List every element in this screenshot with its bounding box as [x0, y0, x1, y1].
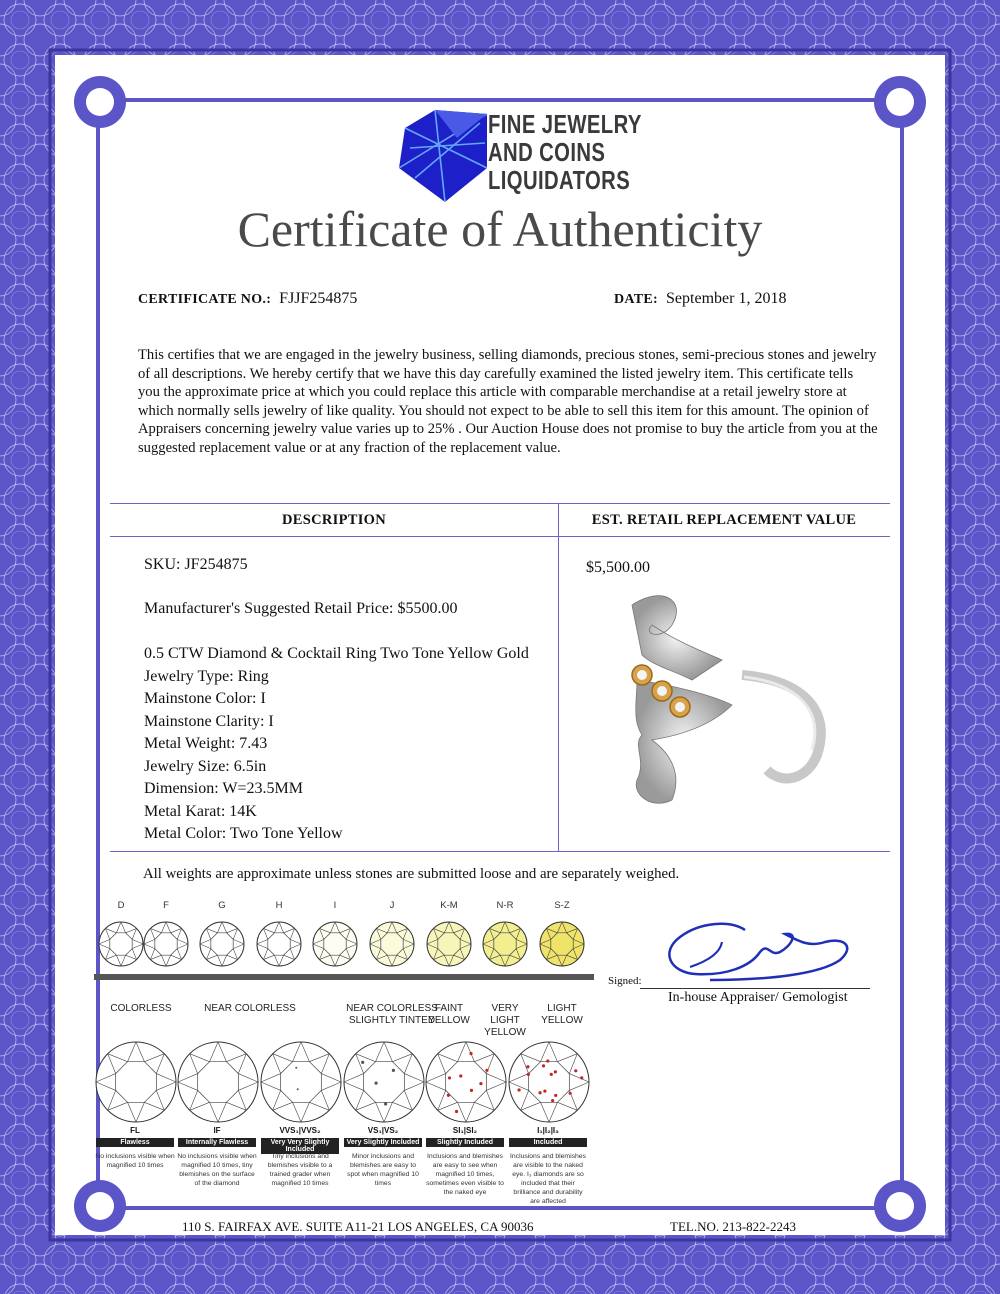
certificate-number-value: FJJF254875	[279, 290, 358, 307]
metal-karat: Metal Karat: 14K	[144, 802, 257, 820]
date-label: DATE:	[614, 292, 659, 307]
sku: SKU: JF254875	[144, 556, 248, 573]
clarity-description: Tiny inclusions and blemishes visible to a trained grader when magnified 10 times	[267, 1153, 333, 1187]
color-category-line1: NEAR COLORLESS	[204, 1003, 296, 1014]
metal-weight: Metal Weight: 7.43	[144, 735, 268, 752]
jewelry-type: Jewelry Type: Ring	[144, 667, 269, 685]
company-name-line1: FINE JEWELRY	[488, 109, 642, 139]
clarity-code: I₁|I₂|I₃	[537, 1126, 559, 1135]
ring-photo	[592, 585, 862, 820]
clarity-name: Slightly Included	[426, 1138, 504, 1147]
clarity-description: Minor inclusions and blemishes are easy to spot when magnified 10 times	[347, 1153, 419, 1187]
color-category	[91, 1003, 191, 1015]
color-grade-gem	[483, 922, 527, 966]
clarity-code: VVS₁|VVS₂	[279, 1126, 321, 1135]
color-category-line1: COLORLESS	[110, 1003, 172, 1014]
description-header: DESCRIPTION	[281, 512, 386, 528]
color-grade-gem	[313, 922, 357, 966]
appraiser-title: In-house Appraiser/ Gemologist	[668, 990, 848, 1005]
item-title: 0.5 CTW Diamond & Cocktail Ring Two Tone Yellow Gold	[144, 645, 529, 662]
color-grade-label: H	[275, 900, 283, 911]
color-grade-label: S-Z	[554, 900, 570, 911]
clarity-grade-gem	[261, 1042, 341, 1122]
color-grade-gem	[540, 922, 584, 966]
weights-note: All weights are approximate unless stones are submitted loose and are separately weighed.	[143, 866, 680, 882]
clarity-description: Inclusions and blemishes are easy to see when magnified 10 times, sometimes even visible to the naked eye	[426, 1153, 504, 1196]
jewelry-size: Jewelry Size: 6.5in	[144, 757, 267, 775]
color-category-line2: YELLOW	[484, 1027, 526, 1038]
certificate-number-label: CERTIFICATE NO.:	[138, 292, 272, 307]
color-category	[190, 1003, 310, 1015]
metal-color: Metal Color: Two Tone Yellow	[144, 825, 343, 842]
color-scale	[94, 918, 594, 982]
msrp: Manufacturer's Suggested Retail Price: $5500.00	[144, 600, 458, 617]
clarity-grade-gem	[426, 1042, 506, 1122]
color-category-line1: VERY LIGHT	[490, 1003, 520, 1026]
clarity-name: Included	[509, 1138, 587, 1147]
clarity-description: Inclusions and blemishes are visible to the naked eye. I₃ diamonds are so included that their brilliance and durability are affected	[510, 1153, 586, 1205]
color-category-line1: LIGHT	[547, 1003, 577, 1014]
clarity-name: Internally Flawless	[178, 1138, 256, 1147]
clarity-code: SI₁|SI₂	[452, 1126, 478, 1135]
color-grade-label: G	[218, 900, 226, 911]
dimension: Dimension: W=23.5MM	[144, 780, 303, 797]
clarity-grade-gem	[509, 1042, 589, 1122]
value-header: EST. RETAIL REPLACEMENT VALUE	[591, 512, 857, 528]
clarity-description: No inclusions visible when magnified 10 times, tiny blemishes on the surface of the diamond	[177, 1153, 257, 1187]
clarity-description: No inclusions visible when magnified 10 times	[95, 1153, 175, 1169]
color-grade-gem	[427, 922, 471, 966]
footer-address: 110 S. FAIRFAX AVE. SUITE A11-21 LOS ANGELES, CA 90036	[182, 1219, 534, 1234]
color-category-line2: YELLOW	[541, 1015, 583, 1026]
table-header-border	[110, 536, 890, 537]
certificate-number	[138, 290, 357, 308]
color-category	[424, 1003, 474, 1027]
color-grade-label: K-M	[440, 900, 458, 911]
certification-statement: This certifies that we are engaged in the jewelry business, selling diamonds, precious stones, semi-precious stones and jewelry of all descriptions. We hereby certify that we have this day carefully examined the listed jewelry item. This certificate tells you the approximate price at which you could replace this article with comparable merchandise at a retail jewelry store at which normally sells jewelry of like quality. You should not expect to be able to sell this item for this amount. The opinion of Appraisers concerning jewelry value varies up to 25% . Our Auction House does not promise to buy the article from you at the suggested replacement value or at any fraction of the replacement value.	[138, 347, 878, 456]
certificate-date	[614, 290, 786, 308]
table-bottom-border	[110, 851, 890, 852]
color-category-line1: FAINT	[434, 1003, 464, 1014]
table-top-border	[110, 503, 890, 504]
color-grade-gem	[200, 922, 244, 966]
page-title: Certificate of Authenticity	[237, 201, 763, 257]
mainstone-color: Mainstone Color: I	[144, 690, 266, 707]
clarity-grade-gem	[344, 1042, 424, 1122]
signed-label: Signed:	[608, 975, 642, 987]
color-category-line2: YELLOW	[428, 1015, 470, 1026]
clarity-grade-gem	[96, 1042, 176, 1122]
color-category-line1: NEAR COLORLESS	[346, 1003, 438, 1014]
clarity-name: Very Slightly Included	[344, 1138, 422, 1147]
clarity-scale	[94, 1034, 594, 1130]
company-name	[488, 110, 642, 194]
color-category-line2: SLIGHTLY TINTED	[348, 1015, 436, 1026]
color-grade-gem	[257, 922, 301, 966]
date-value: September 1, 2018	[666, 290, 787, 307]
mainstone-clarity: Mainstone Clarity: I	[144, 712, 274, 730]
clarity-code: FL	[130, 1126, 140, 1135]
signature-icon	[650, 912, 870, 992]
clarity-code: VS₁|VS₂	[367, 1126, 399, 1135]
color-grade-label: F	[163, 900, 169, 911]
color-scale-bar	[94, 974, 594, 980]
clarity-grade-gem	[178, 1042, 258, 1122]
color-grade-label: I	[333, 900, 337, 911]
color-grade-label: J	[389, 900, 395, 911]
color-grade-gem	[99, 922, 143, 966]
footer-phone: TEL.NO. 213-822-2243	[670, 1219, 797, 1234]
color-grade-gem	[370, 922, 414, 966]
clarity-name: Very Very Slightly Included	[261, 1138, 339, 1154]
company-name-line2: AND COINS	[488, 137, 606, 167]
table-column-divider	[558, 503, 559, 851]
company-name-line3: LIQUIDATORS	[488, 165, 631, 195]
diamond-grading-chart	[94, 898, 594, 1208]
color-grade-label: N-R	[496, 900, 514, 911]
color-category	[537, 1003, 587, 1027]
signature-line	[640, 988, 870, 989]
clarity-name: Flawless	[96, 1138, 174, 1147]
replacement-value: $5,500.00	[586, 559, 650, 576]
item-details	[144, 643, 529, 846]
color-grade-gem	[144, 922, 188, 966]
color-grade-label: D	[117, 900, 125, 911]
clarity-code: IF	[213, 1126, 221, 1135]
